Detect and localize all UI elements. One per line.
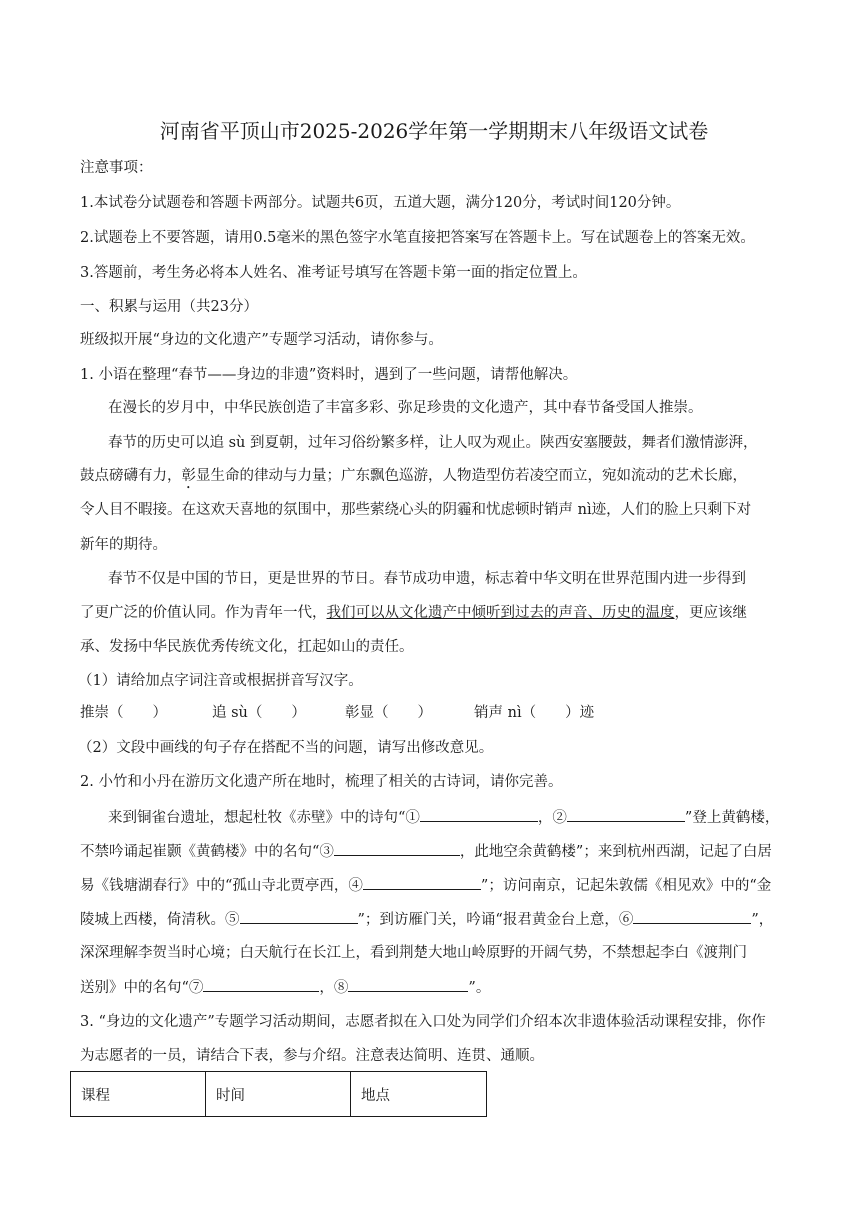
q1-paragraph-3-line-2 bbox=[80, 603, 747, 623]
exam-title: 河南省平顶山市2025-2026学年第一学期期末八年级语文试卷 bbox=[159, 119, 709, 143]
notice-item-3: 3.答题前，考生务必将本人姓名、准考证号填写在答题卡第一面的指定位置上。 bbox=[80, 265, 587, 281]
q1-text-segment: 鼓点磅礴有力， bbox=[80, 468, 182, 484]
answer-blank-2[interactable] bbox=[567, 807, 685, 822]
table-header-time: 时间 bbox=[206, 1072, 351, 1117]
q2-text-segment: 送别》中的名句“⑦ bbox=[80, 980, 204, 996]
q2-text-segment: 易《钱塘湖春行》中的“孤山寺北贾亭西，④ bbox=[80, 878, 363, 894]
q2-text-segment: 不禁吟诵起崔颢《黄鹤楼》中的名句“③ bbox=[80, 844, 334, 860]
q1-paragraph-2-line-3: 令人目不暇接。在这欢天喜地的氛围中，那些萦绕心头的阴霾和忧虑顿时销声 nì迹，人们的脸上只剩下对 bbox=[80, 502, 752, 518]
q2-text-segment: ”。 bbox=[468, 980, 491, 996]
q2-text-segment: 陵城上西楼，倚清秋。⑤ bbox=[80, 912, 240, 928]
q2-text-segment: ”， bbox=[751, 912, 774, 928]
answer-blank-1[interactable] bbox=[420, 807, 538, 822]
q1-stem: 1. 小语在整理“春节——身边的非遗”资料时，遇到了一些问题，请帮他解决。 bbox=[80, 367, 578, 383]
q2-text-segment: ，此地空余黄鹤楼”；来到杭州西湖，记起了白居 bbox=[459, 844, 772, 860]
answer-blank-5[interactable] bbox=[240, 909, 358, 924]
q1-paragraph-3-line-1: 春节不仅是中国的节日，更是世界的节日。春节成功申遗，标志着中华文明在世界范围内进一步得到 bbox=[108, 571, 746, 587]
q1-paragraph-1: 在漫长的岁月中，中华民族创造了丰富多彩、弥足珍贵的文化遗产，其中春节备受国人推崇。 bbox=[108, 400, 703, 416]
q2-stem: 2. 小竹和小丹在游历文化遗产所在地时，梳理了相关的古诗词，请你完善。 bbox=[80, 774, 563, 790]
answer-blank-7[interactable] bbox=[203, 977, 319, 992]
section-heading: 一、积累与运用（共23分） bbox=[80, 299, 258, 315]
q3-stem-line-2: 为志愿者的一员，请结合下表，参与介绍。注意表达简明、连贯、通顺。 bbox=[80, 1048, 544, 1064]
q2-text-segment: ，⑧ bbox=[319, 980, 349, 996]
q1-sub-1: （1）请给加点字词注音或根据拼音写汉字。 bbox=[78, 673, 363, 689]
q1-paragraph-2-line-4: 新年的期待。 bbox=[80, 537, 167, 553]
q1-text-segment: 了更广泛的价值认同。作为青年一代， bbox=[80, 605, 327, 621]
q1-paragraph-2-line-1: 春节的历史可以追 sù 到夏朝，过年习俗纷繁多样，让人叹为观止。陕西安塞腰鼓，舞者们激情澎湃， bbox=[108, 435, 758, 451]
course-table bbox=[70, 1071, 487, 1117]
q1-paragraph-2-line-2 bbox=[80, 466, 747, 492]
q1-text-segment: 显生命的律动与力量；广东飘色巡游，人物造型仿若凌空而立，宛如流动的艺术长廊， bbox=[196, 468, 747, 484]
notice-heading: 注意事项： bbox=[80, 160, 153, 176]
pinyin-item: 追 sù（ ） bbox=[212, 705, 306, 721]
q2-text-segment: ”；访问南京，记起朱敦儒《相见欢》中的“金 bbox=[480, 878, 772, 894]
pinyin-item: 销声 nì（ ）迹 bbox=[474, 705, 595, 721]
table-header-course: 课程 bbox=[71, 1072, 206, 1117]
q2-line-2 bbox=[80, 841, 772, 862]
q1-paragraph-3-line-3: 承、发扬中华民族优秀传统文化，扛起如山的责任。 bbox=[80, 639, 414, 655]
section-intro: 班级拟开展“身边的文化遗产”专题学习活动，请你参与。 bbox=[80, 332, 443, 348]
answer-blank-3[interactable] bbox=[334, 841, 460, 856]
q1-text-segment: ，更应该继 bbox=[674, 605, 747, 621]
q2-text-segment: ”；到访雁门关，吟诵“报君黄金台上意，⑥ bbox=[357, 912, 634, 928]
underlined-sentence: 我们可以从文化遗产中倾听到过去的声音、历史的温度 bbox=[326, 605, 675, 621]
pinyin-item: 推崇（ ） bbox=[80, 705, 167, 721]
answer-blank-8[interactable] bbox=[348, 977, 468, 992]
q2-line-4 bbox=[80, 909, 773, 930]
notice-item-1: 1.本试卷分试题卷和答题卡两部分。试题共6页，五道大题，满分120分，考试时间120分钟。 bbox=[80, 195, 681, 211]
q2-text-segment: 来到铜雀台遗址，想起杜牧《赤壁》中的诗句“① bbox=[108, 810, 420, 826]
q1-sub-2: （2）文段中画线的句子存在搭配不当的问题，请写出修改意见。 bbox=[78, 740, 494, 756]
q3-stem-line-1: 3. “身边的文化遗产”专题学习活动期间，志愿者拟在入口处为同学们介绍本次非遗体验活动课程安排，你作 bbox=[80, 1014, 766, 1030]
q2-text-segment: ”登上黄鹤楼， bbox=[684, 810, 780, 826]
answer-blank-6[interactable] bbox=[633, 909, 751, 924]
answer-blank-4[interactable] bbox=[363, 875, 481, 890]
emphasized-char: 彰 bbox=[181, 468, 196, 484]
notice-item-2: 2.试题卷上不要答题，请用0.5毫米的黑色签字水笔直接把答案写在答题卡上。写在试题卷上的答案无效。 bbox=[80, 230, 755, 246]
q2-text-segment: ，② bbox=[537, 810, 567, 826]
q2-line-5: 深深理解李贺当时心境；白天航行在长江上，看到荆楚大地山岭原野的开阔气势，不禁想起李白《渡荆门 bbox=[80, 945, 747, 961]
pinyin-item: 彰显（ ） bbox=[345, 705, 432, 721]
q2-line-1 bbox=[108, 807, 779, 828]
q2-line-3 bbox=[80, 875, 771, 896]
q2-line-6 bbox=[80, 977, 490, 998]
pinyin-row bbox=[80, 703, 594, 723]
table-header-location: 地点 bbox=[351, 1072, 487, 1117]
table-row bbox=[71, 1072, 487, 1117]
